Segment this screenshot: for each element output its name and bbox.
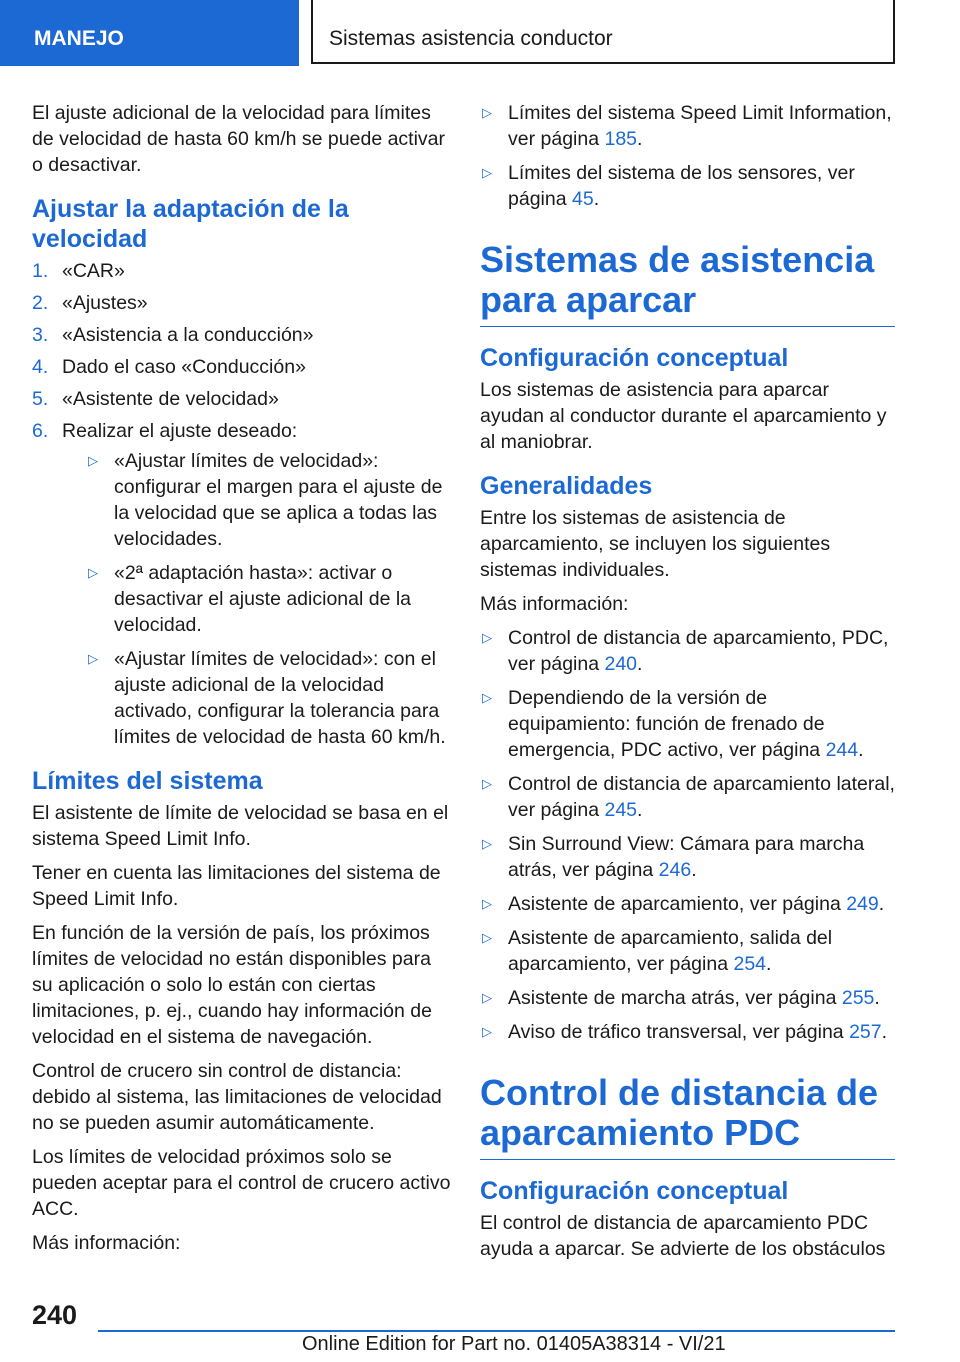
step-item: 1. «CAR» bbox=[32, 260, 125, 282]
paragraph: El control de distancia de aparcamiento PDC ayuda a aparcar. Se advierte de los obstáculos bbox=[480, 1212, 886, 1260]
sub-options-list bbox=[86, 448, 452, 750]
right-column bbox=[480, 100, 895, 1270]
step-item: 6. Realizar el ajuste deseado: ▷ «Ajustar límites de velocidad»: configurar el margen para el ajuste de la velocidad que se aplica a todas las velocidades. ▷ «2ª adaptación hasta»: activar o desactivar el ajuste adicional de la velocidad. ▷ «Ajustar límites de velocidad»: con el ajuste adicional de la velocidad activado, configurar la tolerancia para límites de velocidad de hasta 60 km/h. bbox=[32, 418, 452, 750]
triangle-right-icon: ▷ bbox=[482, 930, 492, 945]
paragraph: Los sistemas de asistencia para aparcar ayudan al conductor durante el aparcamiento y al maniobrar. bbox=[480, 379, 887, 453]
list-item: ▷ «Ajustar límites de velocidad»: con el ajuste adicional de la velocidad activado, configurar la tolerancia para límites de velocidad de hasta 60 km/h. bbox=[88, 648, 446, 748]
footer-divider bbox=[98, 1330, 895, 1332]
list-item: ▷ Límites del sistema de los sensores, ver página 45. bbox=[482, 162, 855, 210]
page-link[interactable]: 244 bbox=[825, 739, 859, 761]
page-link[interactable]: 45 bbox=[571, 188, 594, 210]
triangle-right-icon: ▷ bbox=[88, 565, 98, 580]
heading-pdc: Control de distancia de aparcamiento PDC bbox=[480, 1073, 895, 1160]
list-item: ▷ Asistente de aparcamiento, ver página 249. bbox=[482, 893, 885, 915]
heading-general: Generalidades bbox=[480, 472, 653, 500]
section-tab: MANEJO bbox=[0, 0, 299, 66]
page-link[interactable]: 246 bbox=[658, 859, 692, 881]
list-item: ▷ Control de distancia de aparcamiento, PDC, ver página 240. bbox=[482, 627, 889, 675]
list-item: ▷ Asistente de marcha atrás, ver página 255. bbox=[482, 987, 880, 1009]
triangle-right-icon: ▷ bbox=[482, 165, 492, 180]
list-item: ▷ «2ª adaptación hasta»: activar o desactivar el ajuste adicional de la velocidad. bbox=[88, 562, 412, 636]
triangle-right-icon: ▷ bbox=[482, 896, 492, 911]
left-column bbox=[32, 100, 452, 1264]
list-item: ▷ «Ajustar límites de velocidad»: configurar el margen para el ajuste de la velocidad que se aplica a todas las velocidades. bbox=[88, 450, 443, 550]
page-link[interactable]: 240 bbox=[604, 653, 638, 675]
steps-list bbox=[32, 258, 452, 750]
page-link[interactable]: 257 bbox=[849, 1021, 882, 1043]
page-number: 240 bbox=[32, 1300, 78, 1330]
list-item: ▷ Control de distancia de aparcamiento lateral, ver página 245. bbox=[482, 773, 895, 821]
heading-system-limits: Límites del sistema bbox=[32, 767, 263, 795]
page-link[interactable]: 245 bbox=[604, 799, 638, 821]
heading-parking-assist: Sistemas de asistencia para aparcar bbox=[480, 240, 895, 327]
paragraph: Los límites de velocidad próximos solo se pueden aceptar para el control de crucero activo ACC. bbox=[32, 1146, 451, 1220]
page-link[interactable]: 185 bbox=[604, 128, 638, 150]
list-item: ▷ Aviso de tráfico transversal, ver página 257. bbox=[482, 1021, 888, 1043]
triangle-right-icon: ▷ bbox=[88, 651, 98, 666]
triangle-right-icon: ▷ bbox=[482, 776, 492, 791]
triangle-right-icon: ▷ bbox=[482, 990, 492, 1005]
heading-concept: Configuración conceptual bbox=[480, 344, 789, 372]
paragraph: Control de crucero sin control de distancia: debido al sistema, las limitaciones de velocidad no se pueden asumir automáticamente. bbox=[32, 1060, 442, 1134]
triangle-right-icon: ▷ bbox=[482, 630, 492, 645]
paragraph: Más información: bbox=[480, 593, 629, 615]
page-link[interactable]: 255 bbox=[841, 987, 875, 1009]
page-link[interactable]: 249 bbox=[846, 893, 879, 915]
heading-concept: Configuración conceptual bbox=[480, 1177, 789, 1205]
step-item: 3. «Asistencia a la conducción» bbox=[32, 324, 314, 346]
paragraph: El asistente de límite de velocidad se basa en el sistema Speed Limit Info. bbox=[32, 802, 449, 850]
step-item: 5. «Asistente de velocidad» bbox=[32, 388, 279, 410]
triangle-right-icon: ▷ bbox=[482, 836, 492, 851]
topic-title: Sistemas asistencia conductor bbox=[311, 0, 895, 64]
list-item: ▷ Límites del sistema Speed Limit Information, ver página 185. bbox=[482, 102, 892, 150]
triangle-right-icon: ▷ bbox=[482, 1024, 492, 1039]
paragraph: Más información: bbox=[32, 1232, 181, 1254]
paragraph: Tener en cuenta las limitaciones del sistema de Speed Limit Info. bbox=[32, 862, 441, 910]
paragraph: En función de la versión de país, los próximos límites de velocidad no están disponibles para su aplicación o solo lo están con ciertas limitaciones, p. ej., cuando hay información de velocidad en el sistema de navegación. bbox=[32, 922, 432, 1048]
heading-speed-adaptation: Ajustar la adaptación de la velocidad bbox=[32, 195, 349, 253]
list-item: ▷ Asistente de aparcamiento, salida del aparcamiento, ver página 254. bbox=[482, 927, 833, 975]
page-header bbox=[0, 0, 960, 66]
reference-list bbox=[480, 100, 895, 212]
triangle-right-icon: ▷ bbox=[88, 453, 98, 468]
step-item: 2. «Ajustes» bbox=[32, 292, 148, 314]
list-item: ▷ Sin Surround View: Cámara para marcha atrás, ver página 246. bbox=[482, 833, 865, 881]
step-item: 4. Dado el caso «Conducción» bbox=[32, 356, 306, 378]
paragraph: Entre los sistemas de asistencia de aparcamiento, se incluyen los siguientes sistemas individuales. bbox=[480, 507, 831, 581]
edition-text: Online Edition for Part no. 01405A38314 - VI/21 bbox=[302, 1333, 726, 1355]
triangle-right-icon: ▷ bbox=[482, 105, 492, 120]
page-link[interactable]: 254 bbox=[733, 953, 767, 975]
list-item: ▷ Dependiendo de la versión de equipamiento: función de frenado de emergencia, PDC activo, ver página 244. bbox=[482, 687, 864, 761]
triangle-right-icon: ▷ bbox=[482, 690, 492, 705]
systems-list bbox=[480, 625, 895, 1045]
paragraph: El ajuste adicional de la velocidad para límites de velocidad de hasta 60 km/h se puede activar o desactivar. bbox=[32, 102, 446, 176]
